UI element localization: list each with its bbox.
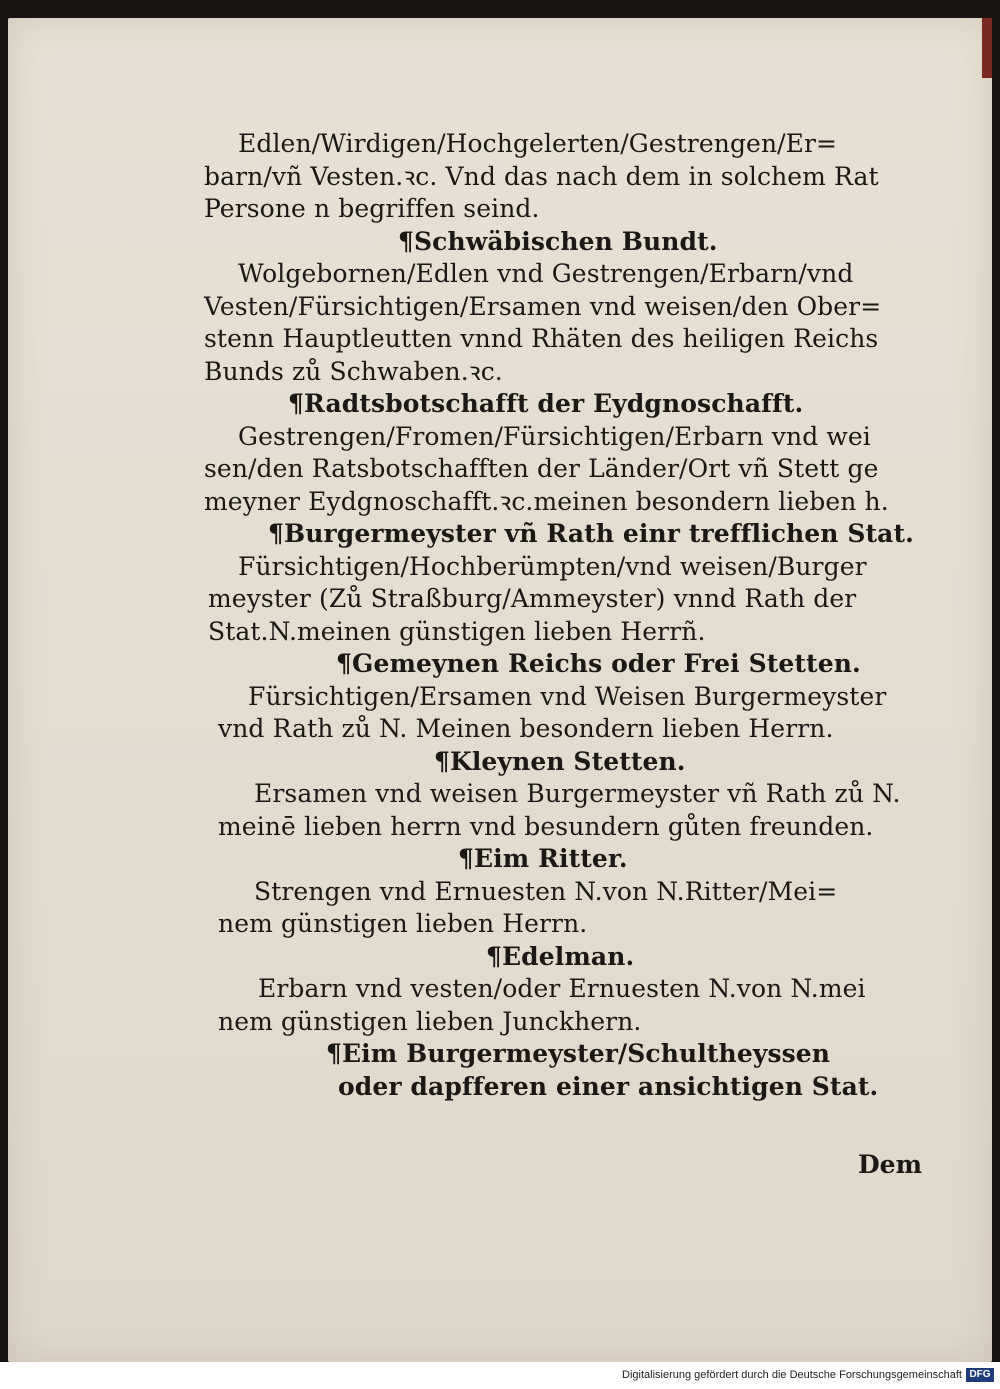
text-line: Vesten/Fürsichtigen/Ersamen vnd weisen/den Ober=	[204, 291, 882, 321]
text-line: Ersamen vnd weisen Burgermeyster vñ Rath zů N.	[254, 779, 901, 808]
section-heading: ¶Kleynen Stetten.	[434, 746, 686, 776]
section-heading: ¶Eim Ritter.	[458, 844, 628, 873]
section-heading: ¶Edelman.	[486, 941, 635, 971]
text-line: Stat.N.meinen günstigen lieben Herrñ.	[208, 616, 706, 646]
text-line: vnd Rath zů N. Meinen besondern lieben Herrn.	[218, 714, 834, 743]
book-spine-edge	[982, 18, 992, 78]
text-line: meyster (Zů Straßburg/Ammeyster) vnnd Rath der	[208, 584, 857, 613]
text-line: Gestrengen/Fromen/Fürsichtigen/Erbarn vnd wei	[238, 421, 871, 451]
text-line: Strengen vnd Ernuesten N.von N.Ritter/Mei=	[254, 876, 838, 906]
text-line: nem günstigen lieben Junckhern.	[218, 1006, 642, 1036]
text-line: barn/vñ Vesten.ꝛc. Vnd das nach dem in solchem Rat	[204, 161, 879, 191]
book-page	[8, 18, 992, 1362]
dfg-logo-icon: DFG	[966, 1368, 994, 1382]
funding-credit: Digitalisierung gefördert durch die Deutsche Forschungsgemeinschaft	[622, 1369, 962, 1381]
section-heading: ¶Eim Burgermeyster/Schultheyssen	[326, 1039, 831, 1068]
text-line: nem günstigen lieben Herrn.	[218, 909, 588, 938]
section-heading: ¶Radtsbotschafft der Eydgnoschafft.	[288, 389, 804, 418]
text-line: Fürsichtigen/Hochberümpten/vnd weisen/Burger	[238, 551, 867, 581]
section-heading: oder dapfferen einer ansichtigen Stat.	[338, 1071, 879, 1101]
text-line: meinē lieben herrn vnd besundern gůten freunden.	[218, 811, 874, 841]
section-heading: ¶Schwäbischen Bundt.	[398, 226, 718, 256]
text-line: meyner Eydgnoschafft.ꝛc.meinen besondern lieben h.	[204, 486, 889, 516]
text-line: Wolgebornen/Edlen vnd Gestrengen/Erbarn/vnd	[238, 259, 854, 288]
catchword: Dem	[858, 1150, 923, 1179]
text-line: Erbarn vnd vesten/oder Ernuesten N.von N.mei	[258, 974, 866, 1003]
page-text	[196, 128, 936, 1103]
text-line: Bunds zů Schwaben.ꝛc.	[204, 356, 503, 386]
text-line: sen/den Ratsbotschafften der Länder/Ort vñ Stett ge	[204, 454, 879, 483]
section-heading: ¶Gemeynen Reichs oder Frei Stetten.	[336, 649, 861, 678]
text-line: stenn Hauptleutten vnnd Rhäten des heiligen Reichs	[204, 324, 879, 353]
digitization-footer	[0, 1362, 1000, 1389]
text-line: Fürsichtigen/Ersamen vnd Weisen Burgermeyster	[248, 681, 887, 711]
section-heading: ¶Burgermeyster vñ Rath einr trefflichen Stat.	[268, 519, 914, 548]
text-line: Persone n begriffen seind.	[204, 194, 540, 223]
text-line: Edlen/Wirdigen/Hochgelerten/Gestrengen/Er=	[238, 129, 838, 158]
